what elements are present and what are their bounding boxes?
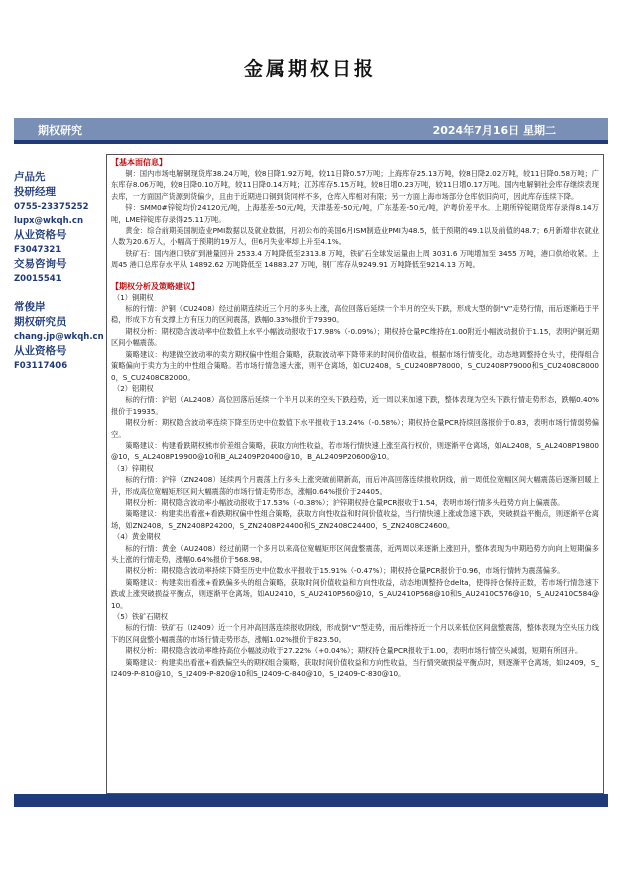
analyst-license-number: F3047321 (14, 245, 62, 255)
gold-heading: （4）黄金期权 (113, 532, 161, 542)
copper-market: 标的行情：沪铜（CU2408）经过前期连续近三个月的多头上涨，高位回落后延续一个半月的空头下跌，形成大型的倒“V”走势行情，而后逐渐趋于平稳，形成下方有支撑上方有压力的区间震荡，跌幅0.33%报价于79390。 (111, 304, 599, 325)
iron-ore-strategy: 策略建议：构建卖出看涨+看跌偏空头的期权组合策略，获取时间价值收益和方向性收益，当行情突破损益平衡点时，则逐渐平仓离场，如I2409，S_I2409-P-810@10，S_I2409-P-820@10和S_I2409-C-840@10，S_I2409-C-830@10。 (111, 657, 599, 679)
basic-info-iron-ore: 铁矿石：国内港口铁矿到港量回升 2533.4 万吨降低至2313.8 万吨，铁矿石全球发运量由上周 3031.6 万吨增加至 3455 万吨，港口供给收紧。上周45 港口总库存水平从 14892.62 万吨降低至 14883.27 万吨，钢厂库存从9249.91 万吨降低至9214.13 万吨。 (111, 248, 599, 270)
banner-date: 2024年7月16日 星期二 (432, 124, 556, 137)
zinc-analysis: 期权分析：期权隐含波动率小幅波动报收于17.53%（-0.38%）；沪锌期权持仓量PCR报收于1.54，表明市场行情多头趋势方向上偏震荡。 (125, 497, 565, 507)
report-title: 金属期权日报 (243, 58, 376, 80)
analyst-title: 期权研究员 (14, 316, 67, 328)
basic-info-copper: 铜：国内市场电解铜现货库38.24万吨，较8日降1.92万吨，较11日降0.57万吨；上海库存25.13万吨，较8日降2.02万吨，较11日降0.58万吨；广东库存8.06万吨，较8日降0.10万吨，较11日降0.14万吨；江苏库存5.15万吨，较8日增0.23万吨，较11日增0.17万吨。国内电解铜社会库存继续表现去库，一方面国产货源到货偏少，且由于近期进口铜到货同样不多，仓库入库相对有限；另一方面上海市场部分仓库依旧尚可，因此库存连续下降。 (111, 169, 599, 201)
strategy-heading: 【期权分析及策略建议】 (111, 281, 199, 291)
analyst-consult-number: Z0015541 (14, 274, 62, 284)
copper-heading: （1）铜期权 (113, 292, 154, 302)
iron-ore-analysis: 期权分析：期权隐含波动率维持高位小幅波动收于27.22%（+0.04%）；期权持仓量PCR报收于1.00，表明市场行情空头减弱，短期有所回升。 (125, 646, 583, 656)
zinc-market: 标的行情：沪锌（ZN2408）延续两个月震荡上行多头上涨突破前期新高，而后冲高回落连续报收阴线，前一周低位宽幅区间大幅震荡后逐渐回暖上升，形成高位宽幅矩形区间大幅震荡的市场行情走势形态，涨幅0.64%报价于24405。 (111, 475, 599, 496)
analyst-email: chang.jp@wkqh.cn (14, 332, 104, 342)
basic-info-gold: 黄金：综合前期美国制造业PMI数据以及就业数据，月初公布的美国6月ISM制造业PMI为48.5，低于预期的49.1以及前值的48.7；6月新增非农就业人数为20.6万人，小幅高于预期的19万人，但6月失业率却上升至4.1%。 (111, 226, 599, 247)
aluminum-strategy: 策略建议：构建看跌期权熊市价差组合策略，获取方向性收益，若市场行情快速上涨至高行权价，则逐渐平仓离场，如AL2408，S_AL2408P19800@10，S_AL2408P19900@10和B_AL2409P20400@10，B_AL2409P20600@10。 (111, 440, 599, 462)
analyst-consult-label: 交易咨询号 (14, 258, 67, 270)
copper-strategy: 策略建议：构建做空波动率的卖方期权偏中性组合策略，获取波动率下降带来的时间价值收益，根据市场行情变化，动态地调整持仓头寸，使得组合策略偏向于卖方为主的中性组合策略。若市场行情急速大涨，则平仓离场，如CU2408，S_CU2408P78000，S_CU2408P79000和S_CU2408C80000，S_CU2408C82000。 (111, 349, 599, 382)
copper-analysis: 期权分析：期权隐含波动率中位数值上水平小幅波动报收于17.98%（-0.09%）；期权持仓量PC维持在1.00附近小幅波动报价于1.15，表明沪铜近期区间小幅震荡。 (111, 326, 599, 348)
basic-info-zinc: 锌：SMM0#锌锭均价24120元/吨，上海基差-50元/吨，天津基差-50元/吨，广东基差-50元/吨，沪粤价差平水。上期所锌锭期货库存录得8.14万吨，LME锌锭库存录得25.11万吨。 (111, 203, 599, 224)
aluminum-market: 标的行情：沪铝（AL2408）高位回落后延续一个半月以来的空头下跌趋势，近一周以来加速下跌，整体表现为空头下跌行情走势形态，跌幅0.40%报价于19935。 (111, 395, 599, 416)
aluminum-heading: （2）铝期权 (113, 383, 154, 393)
analyst-email: lupx@wkqh.cn (14, 216, 83, 226)
banner-section-label: 期权研究 (38, 124, 82, 137)
report-body (106, 154, 604, 794)
gold-strategy: 策略建议：构建卖出看涨+看跌偏多头的组合策略，获取时间价值收益和方向性收益，动态地调整持仓delta，使得持仓保持正数，若市场行情急速下跌或上涨突破损益平衡点，则逐渐平仓离场，如AU2410，S_AU2410P560@10，S_AU2410P568@10和S_AU2410C576@10，S_AU2410C584@10。 (111, 577, 599, 610)
analyst-title: 投研经理 (14, 186, 56, 198)
gold-market: 标的行情：黄金（AU2408）经过前期一个多月以来高位宽幅矩形区间盘整震荡，近两周以来逐渐上涨回升，整体表现为中期趋势方向向上短期偏多头上涨的行情走势，涨幅0.64%报价于568.98。 (111, 543, 599, 564)
banner-underline (14, 140, 608, 144)
analyst-license-label: 从业资格号 (14, 229, 67, 241)
aluminum-analysis: 期权分析：期权隐含波动率连续下降至历史中位数值下水平报收于13.24%（-0.58%）；期权持仓量PCR持续回落报价于0.83，表明市场行情弱势偏空。 (111, 418, 599, 439)
analyst-name: 卢品先 (14, 171, 46, 183)
iron-ore-market: 标的行情：铁矿石（I2409）近一个月冲高回落连续报收阴线，形成倒“V”型走势，而后维持近一个月以来低位区间盘整震荡，整体表现为空头压力线下的区间盘整小幅震荡的市场行情走势形态，涨幅1.02%报价于823.50。 (111, 623, 599, 644)
basic-info-heading: 【基本面信息】 (111, 158, 167, 167)
footer-bar (14, 794, 608, 807)
header-banner (14, 118, 608, 144)
analyst-license-label: 从业资格号 (14, 345, 67, 357)
zinc-strategy: 策略建议：构建卖出看涨+看跌期权偏中性组合策略，获取方向性收益和时间价值收益，当行情快速上涨或急速下跌，突破损益平衡点，则逐渐平仓离场，如ZN2408，S_ZN2408P24200，S_ZN2408P24400和S_ZN2408C24400，S_ZN2408C24600。 (111, 509, 599, 530)
analyst-name: 常俊岸 (14, 301, 46, 313)
analyst-phone: 0755-23375252 (14, 202, 89, 212)
analyst-sidebar (14, 170, 104, 373)
gold-analysis: 期权分析：期权隐含波动率持续下降至历史中位数水平报收于15.91%（-0.47%）；期权持仓量PCR报价于0.96，市场行情转为震荡偏多。 (125, 566, 565, 576)
zinc-heading: （3）锌期权 (113, 463, 154, 473)
iron-ore-heading: （5）铁矿石期权 (113, 612, 168, 622)
analyst-license-number: F03117406 (14, 361, 68, 371)
